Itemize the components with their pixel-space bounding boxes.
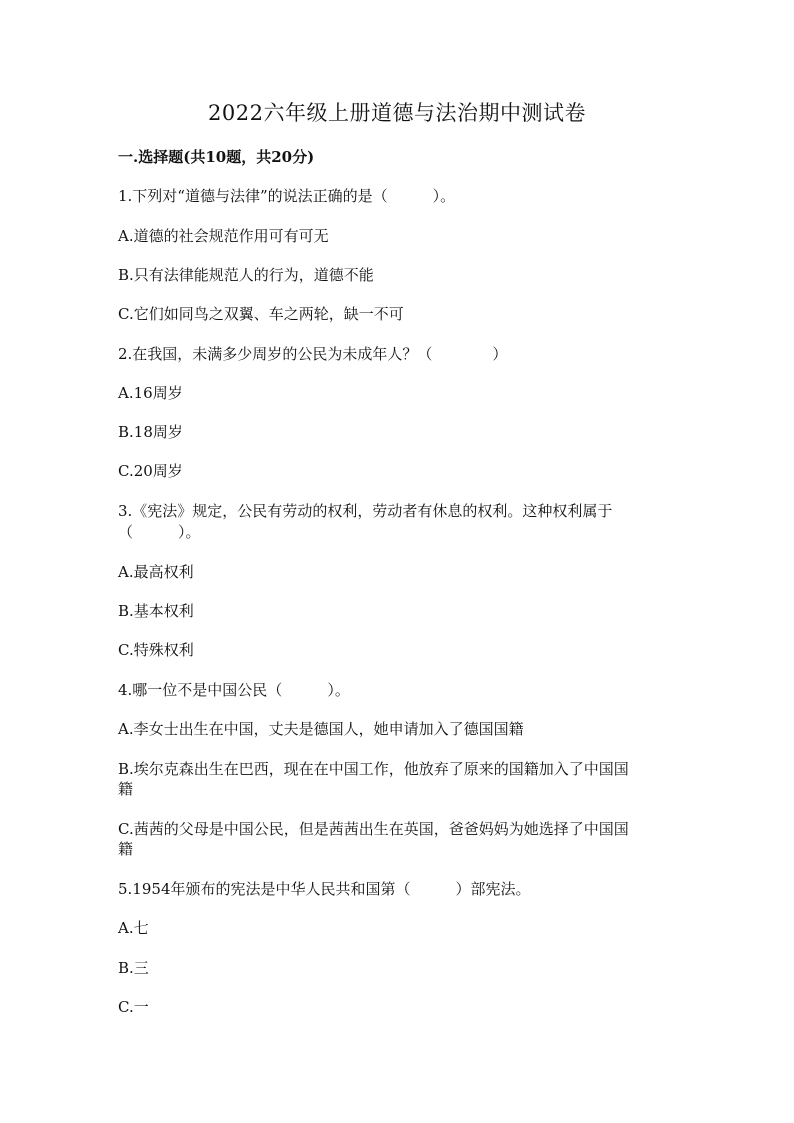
- question-3-option-b: B.基本权利: [118, 602, 194, 620]
- question-2-option-c: C.20周岁: [118, 462, 183, 480]
- question-4-option-b-line1: B.埃尔克森出生在巴西，现在在中国工作，他放弃了原来的国籍加入了中国国: [118, 760, 629, 778]
- question-3-option-c: C.特殊权利: [118, 641, 194, 659]
- question-3-stem-line1: 3.《宪法》规定，公民有劳动的权利，劳动者有休息的权利。这种权利属于: [118, 502, 613, 520]
- question-5-option-c: C.一: [118, 998, 149, 1016]
- question-4-option-b-line2: 籍: [118, 780, 134, 798]
- question-5-option-b: B.三: [118, 959, 149, 977]
- question-3-option-a: A.最高权利: [118, 563, 194, 581]
- question-2-stem: 2.在我国，未满多少周岁的公民为未成年人？（ ）: [118, 345, 508, 363]
- exam-title: 2022六年级上册道德与法治期中测试卷: [208, 101, 586, 125]
- question-2-option-b: B.18周岁: [118, 423, 183, 441]
- section-heading: 一.选择题(共10题，共20分): [118, 148, 315, 166]
- question-5-stem: 5.1954年颁布的宪法是中华人民共和国第（ ）部宪法。: [118, 880, 531, 898]
- question-4-option-c-line1: C.茜茜的父母是中国公民，但是茜茜出生在英国，爸爸妈妈为她选择了中国国: [118, 820, 629, 838]
- question-5-option-a: A.七: [118, 919, 149, 937]
- question-1-option-b: B.只有法律能规范人的行为，道德不能: [118, 266, 374, 284]
- question-1-option-a: A.道德的社会规范作用可有可无: [118, 227, 329, 245]
- question-4-option-c-line2: 籍: [118, 840, 134, 858]
- question-1-stem: 1.下列对“道德与法律”的说法正确的是（ ）。: [118, 187, 456, 205]
- question-3-stem-line2: （ ）。: [118, 523, 201, 541]
- question-2-option-a: A.16周岁: [118, 384, 183, 402]
- question-4-option-a: A.李女士出生在中国，丈夫是德国人，她申请加入了德国国籍: [118, 720, 524, 738]
- question-4-stem: 4.哪一位不是中国公民（ ）。: [118, 681, 350, 699]
- question-1-option-c: C.它们如同鸟之双翼、车之两轮，缺一不可: [118, 305, 404, 323]
